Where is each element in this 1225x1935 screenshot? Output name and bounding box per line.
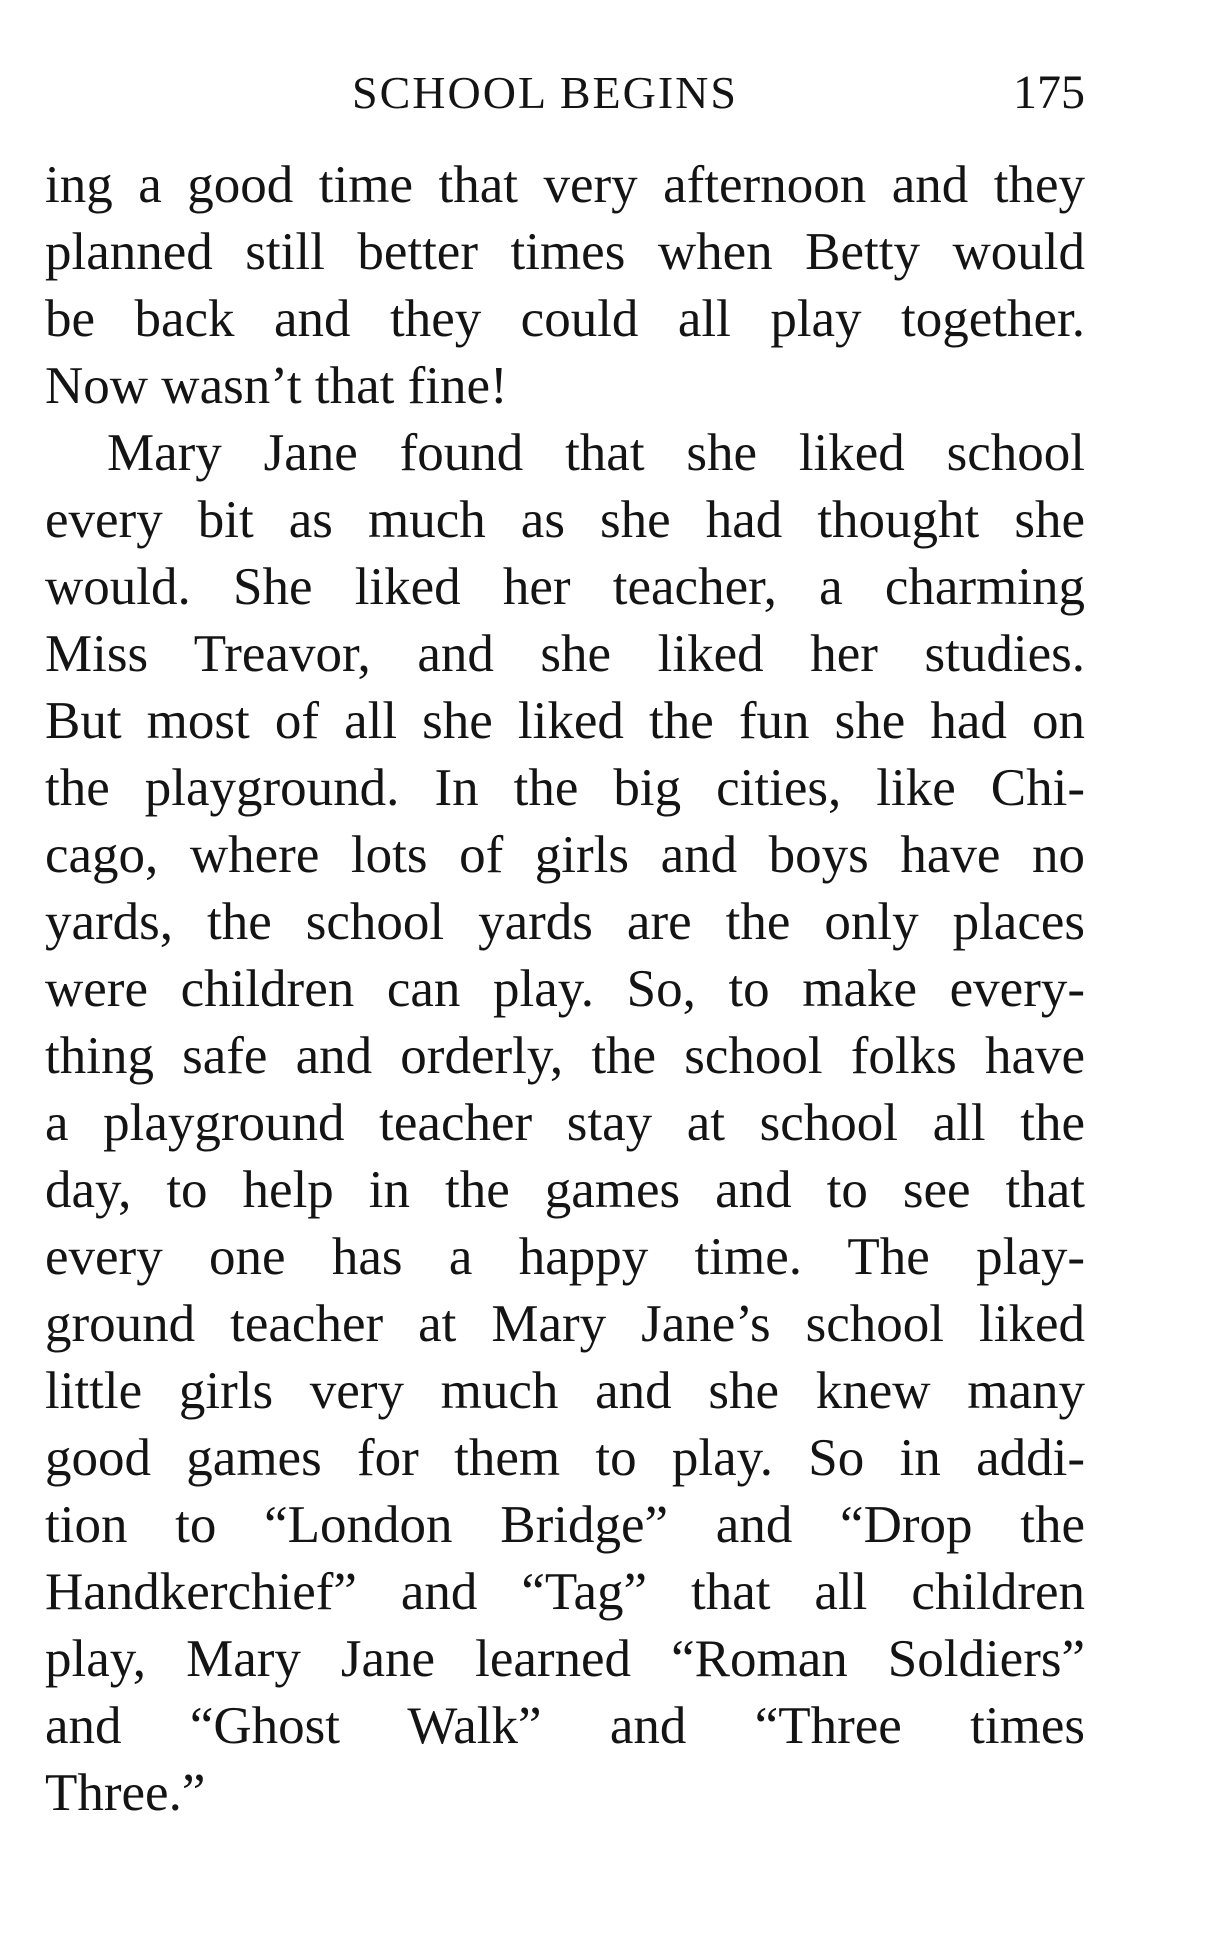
text-line: day, to help in the games and to see that [45,1161,1085,1219]
text-line: yards, the school yards are the only places [45,893,1085,951]
text-line: Now wasn’t that fine! [45,357,508,415]
text-line: good games for them to play. So in addi- [45,1429,1085,1487]
text-line: little girls very much and she knew many [45,1362,1085,1420]
text-line: ing a good time that very afternoon and they [45,156,1085,214]
paragraph-1 [45,152,1085,420]
text-line: But most of all she liked the fun she had on [45,692,1085,750]
text-line: every bit as much as she had thought she [45,491,1085,549]
body-text [45,152,1085,1827]
text-line: every one has a happy time. The play- [45,1228,1085,1286]
text-line: ground teacher at Mary Jane’s school liked [45,1295,1085,1353]
paragraph-2 [45,420,1085,1827]
text-line: a playground teacher stay at school all the [45,1094,1085,1152]
chapter-title: SCHOOL BEGINS [352,67,738,118]
text-line: cago, where lots of girls and boys have no [45,826,1085,884]
text-line: thing safe and orderly, the school folks have [45,1027,1085,1085]
running-head [45,58,1085,128]
text-line: planned still better times when Betty would [45,223,1085,281]
text-line: were children can play. So, to make every- [45,960,1085,1018]
text-line: Mary Jane found that she liked school [107,424,1085,482]
text-line: be back and they could all play together. [45,290,1085,348]
text-line: Three.” [45,1764,206,1822]
text-line: Miss Treavor, and she liked her studies. [45,625,1085,683]
text-line: and “Ghost Walk” and “Three times [45,1697,1085,1755]
text-line: tion to “London Bridge” and “Drop the [45,1496,1085,1554]
text-line: would. She liked her teacher, a charming [45,558,1085,616]
text-line: the playground. In the big cities, like Chi- [45,759,1085,817]
book-page [45,40,1085,1900]
text-line: play, Mary Jane learned “Roman Soldiers” [45,1630,1085,1688]
text-line: Handkerchief” and “Tag” that all children [45,1563,1085,1621]
page-number: 175 [1013,66,1085,119]
